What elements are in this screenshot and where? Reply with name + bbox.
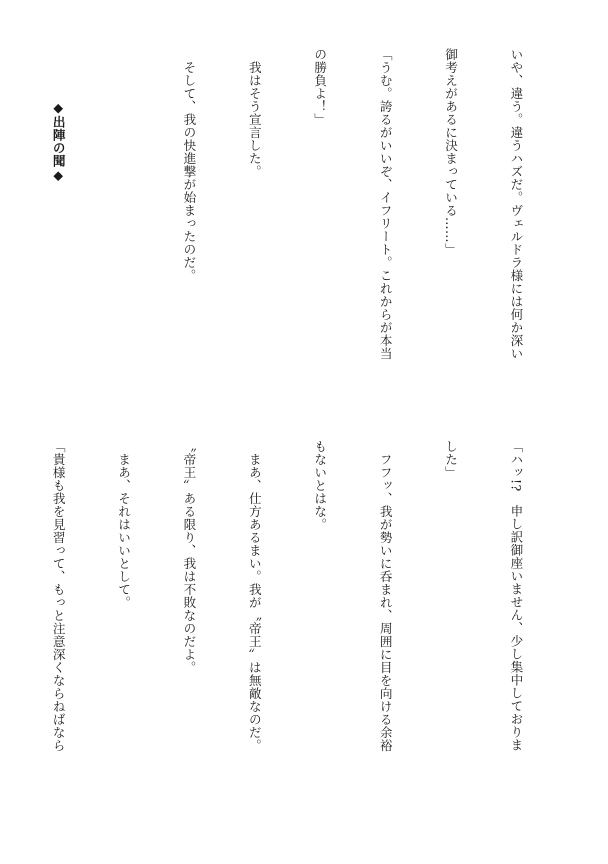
text-line: まあ、仕方あるまい。我が〝帝王〟は無敵なのだ。 [246,440,262,752]
text-line: 「うむ。誇るがいいぞ、イフリート。これからが本当 [377,48,393,360]
text-line: 〝帝王〟ある限り、我は不敗なのだよ。 [181,440,197,674]
text-line [0,440,3,812]
text-line: 御考えがあるに決まっている……」 [443,48,459,256]
blank-line [0,48,3,416]
text-line: 我はそう宣言した。 [246,48,262,178]
text-line: 「ハッ!? 申し訳御座いません、少し集中しておりま [508,440,524,752]
section-heading: ◆出陣の聞◆ [50,48,66,183]
lower-text-block [40,440,570,812]
text-line: の勝負よ！」 [312,48,328,126]
upper-text-block [40,48,570,416]
text-line: 「貴様も我を見習って、もっと注意深くならねばなら [50,440,66,752]
text-line: まあ、それはいいとして。 [116,440,132,609]
text-line: した」 [443,440,459,479]
text-line: もないとはな。 [312,440,328,531]
blank-line [112,48,134,416]
text-line: そして、我の快進撃が始まったのだ。 [181,48,197,282]
text-line: フフッ、我が勢いに呑まれ、周囲に目を向ける余裕 [377,440,393,752]
text-line: いや、違う。違うハズだ。ヴェルドラ様には何か深い [508,48,524,360]
